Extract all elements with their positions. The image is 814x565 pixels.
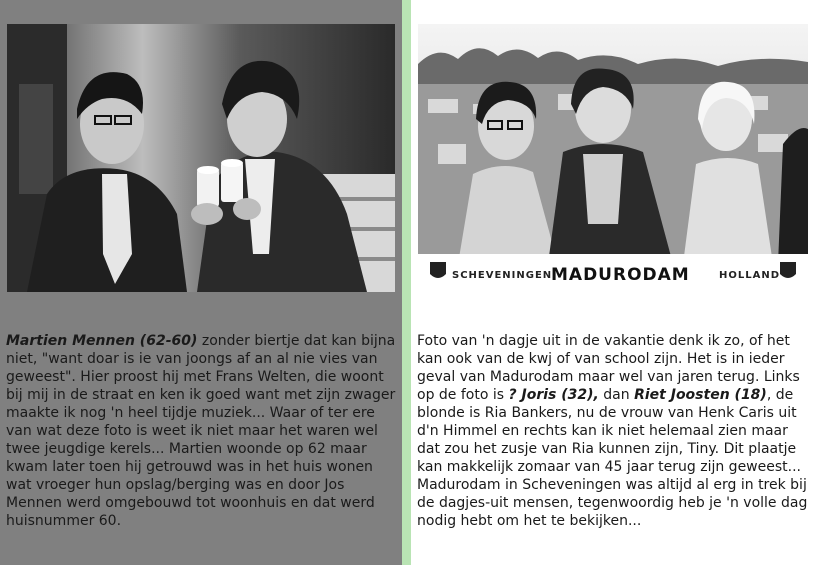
caption-name-martien: Martien Mennen (62-60) (6, 333, 198, 349)
banner-right-text: HOLLAND (719, 270, 781, 281)
caption-madurodam (417, 332, 813, 530)
caption-name-joris: ? Joris (32), (508, 387, 599, 403)
caption-martien (6, 332, 398, 530)
right-panel (411, 0, 814, 565)
caption-text-2: dan (598, 387, 635, 403)
photo-men-toasting-image (7, 24, 395, 292)
photo-madurodam-image (418, 24, 808, 290)
photo-men-toasting (7, 24, 395, 292)
caption-text-martien: zonder biertje dat kan bijna niet, "want doar is ie van joongs af an al nie vies van geweest". Hier proost hij met Frans Welten, die woont bij mij in de straat en ken ik goed want met zijn zwager maakte ik nog 'n heel tijdje muziek... Waar of ter ere van wat deze foto is weet ik niet maar het waren wel twee jeugdige kerels... Martien woonde op 62 maar kwam later toen hij getrouwd was in het huis wonen wat vroeger hun opslag/berging was en door Jos Mennen werd omgebouwd tot woonhuis en dat werd huisnummer 60. (6, 333, 396, 529)
caption-text-1: Foto van 'n dagje uit in de vakantie denk ik zo, of het kan ook van de kwj of van school zijn. Het is in ieder geval van Madurodam maar wel van jaren terug. Links op de foto is (417, 333, 800, 403)
crest-icon (780, 262, 796, 278)
caption-name-riet: Riet Joosten (18) (634, 387, 767, 403)
banner-left-text: SCHEVENINGEN (452, 270, 553, 281)
banner-main-text: MADURODAM (551, 265, 690, 285)
photo-madurodam (418, 24, 808, 290)
crest-icon (430, 262, 446, 278)
column-divider (402, 0, 411, 565)
left-panel (0, 0, 402, 565)
caption-text-3: , de blonde is Ria Bankers, nu de vrouw van Henk Caris uit d'n Himmel en rechts kan ik niet helemaal zien maar dat zou het zusje van Ria kunnen zijn, Tiny. Dit plaatje kan makkelijk zomaar van 45 jaar terug zijn geweest... Madurodam in Scheveningen was altijd al erg in trek bij de dagjes-uit mensen, tegenwoordig heb je 'n volle dag nodig hebt om het te bekijken... (417, 387, 808, 529)
